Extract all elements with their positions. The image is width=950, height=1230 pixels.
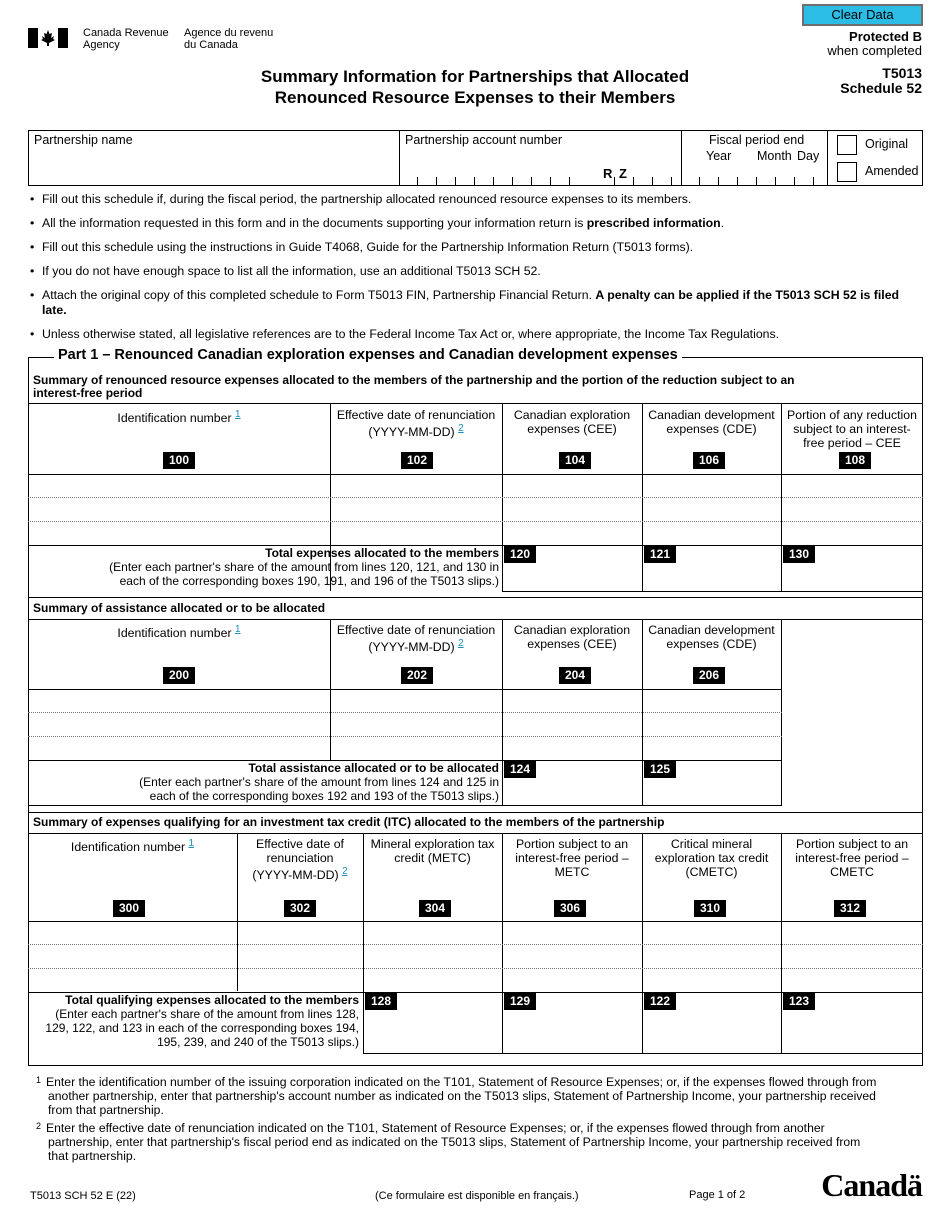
- identification-block: [28, 130, 923, 186]
- instruction-item: • Fill out this schedule if, during the fiscal period, the partnership allocated renounced resource expenses to its members.: [30, 192, 910, 207]
- s1-col-id-number: Identification number $^1$: [117, 409, 241, 426]
- code-100: 100: [163, 452, 195, 469]
- section2-heading: Summary of assistance allocated or to be allocated: [33, 601, 326, 615]
- code-120: 120: [504, 546, 536, 563]
- s3-col-id-number: Identification number $^1$: [70, 838, 195, 855]
- original-checkbox[interactable]: [837, 135, 857, 155]
- form-number: T5013 Schedule 52: [840, 65, 922, 96]
- rz-r-label: R: [603, 166, 613, 181]
- fiscal-period-end-label: Fiscal period end: [709, 133, 805, 147]
- s1-entry-row[interactable]: [29, 522, 922, 544]
- instruction-item: • Attach the original copy of this completed schedule to Form T5013 FIN, Partnership Financial Return. A penalty can be applied if the T5013 SCH 52 is filed late.: [30, 288, 910, 318]
- total-128-input[interactable]: [391, 993, 500, 1051]
- s3-entry-row[interactable]: [29, 945, 922, 967]
- french-availability-note: (Ce formulaire est disponible en français.): [375, 1190, 579, 1202]
- partnership-name-label: Partnership name: [34, 133, 133, 147]
- original-label: Original: [865, 137, 909, 151]
- s2-col-cee: Canadian exploration expenses (CEE): [513, 623, 631, 651]
- s3-col-portion-cmetc: Portion subject to an interest-free period – CMETC: [795, 837, 909, 879]
- s1-entry-row[interactable]: [29, 498, 922, 520]
- s1-entry-row[interactable]: [29, 475, 922, 497]
- protected-b-label: Protected B when completed: [827, 29, 922, 58]
- instructions-list: [30, 192, 910, 351]
- total-121-input[interactable]: [670, 546, 780, 590]
- total-123-input[interactable]: [809, 993, 921, 1051]
- s2-entry-row[interactable]: [29, 713, 781, 735]
- s1-col-effective-date: Effective date of renunciation (YYYY-MM-DD) $^2$: [336, 408, 496, 440]
- code-129: 129: [504, 993, 536, 1010]
- code-104: 104: [559, 452, 591, 469]
- instruction-item: • Unless otherwise stated, all legislative references are to the Federal Income Tax Act or, where appropriate, the Income Tax Regulations.: [30, 327, 910, 342]
- s3-col-metc: Mineral exploration tax credit (METC): [370, 837, 495, 865]
- account-number-label: Partnership account number: [405, 133, 563, 147]
- code-125: 125: [644, 761, 676, 778]
- code-200: 200: [163, 667, 195, 684]
- s3-entry-row[interactable]: [29, 922, 922, 944]
- footnote-1: 1 Enter the identification number of the issuing corporation indicated on the T101, Statement of Resource Expenses; or, if the expenses flowed through from another partnership, enter that partnership's account number as indicated on the T5013 slips, Statement of Partnership Income, your partnership received from that partnership.: [36, 1075, 877, 1117]
- s2-entry-row[interactable]: [29, 690, 781, 712]
- code-304: 304: [419, 900, 451, 917]
- footnote-ref-1[interactable]: 1: [188, 838, 195, 849]
- code-312: 312: [834, 900, 866, 917]
- code-123: 123: [783, 993, 815, 1010]
- amended-label: Amended: [865, 164, 919, 178]
- s1-total-label: Total expenses allocated to the members (Enter each partner's share of the amount from lines 120, 121, and 130 in each of the corresponding boxes 190, 191, and 196 of the T5013 slips.): [109, 546, 499, 588]
- agency-name-fr: Agence du revenu du Canada: [184, 27, 274, 51]
- year-label: Year: [706, 149, 732, 163]
- code-204: 204: [559, 667, 591, 684]
- instruction-item: • Fill out this schedule using the instructions in Guide T4068, Guide for the Partnership Information Return (T5013 forms).: [30, 240, 910, 255]
- s2-entry-row[interactable]: [29, 737, 781, 759]
- code-206: 206: [693, 667, 725, 684]
- clear-data-button[interactable]: Clear Data: [802, 4, 923, 26]
- footnote-2: 2 Enter the effective date of renunciation indicated on the T101, Statement of Resource Expenses; or, if the expenses flowed through from another partnership, enter that partnership's fiscal period end as indicated on the T5013 slips, Statement of Partnership Income, your partnership received from that partnership.: [36, 1121, 861, 1163]
- s3-col-portion-metc: Portion subject to an interest-free period – METC: [515, 837, 629, 879]
- total-130-input[interactable]: [809, 546, 921, 590]
- part1-title: Part 1 – Renounced Canadian exploration expenses and Canadian development expenses: [54, 347, 682, 363]
- amended-checkbox[interactable]: [837, 162, 857, 182]
- code-108: 108: [839, 452, 871, 469]
- s2-col-cde: Canadian development expenses (CDE): [648, 623, 775, 651]
- code-106: 106: [693, 452, 725, 469]
- s3-total-label: Total qualifying expenses allocated to the members (Enter each partner's share of the amount from lines 128, 129, 122, and 123 in each of the corresponding boxes 194, 195, 239, and 240 of the T5013 slips.): [45, 993, 359, 1049]
- day-label: Day: [797, 149, 820, 163]
- code-300: 300: [113, 900, 145, 917]
- footnote-ref-1[interactable]: 1: [235, 624, 241, 635]
- code-130: 130: [783, 546, 815, 563]
- footnote-ref-2[interactable]: 2: [342, 866, 348, 877]
- form-code: T5013 SCH 52 E (22): [30, 1190, 136, 1202]
- footnote-ref-2[interactable]: 2: [458, 423, 464, 434]
- total-124-input[interactable]: [530, 761, 640, 805]
- s2-total-label: Total assistance allocated or to be allocated (Enter each partner's share of the amount from lines 124 and 125 in each of the corresponding boxes 192 and 193 of the T5013 slips.): [139, 761, 499, 803]
- page-number: Page 1 of 2: [689, 1189, 746, 1201]
- account-number-input[interactable]: [401, 151, 679, 185]
- s3-col-effective-date: Effective date of renunciation (YYYY-MM-DD) $^2$: [252, 837, 348, 883]
- code-121: 121: [644, 546, 676, 563]
- code-306: 306: [554, 900, 586, 917]
- section3-heading: Summary of expenses qualifying for an investment tax credit (ITC) allocated to the members of the partnership: [33, 815, 665, 829]
- code-124: 124: [504, 761, 536, 778]
- instruction-item: • All the information requested in this form and in the documents supporting your information return is prescribed information.: [30, 216, 910, 231]
- code-202: 202: [401, 667, 433, 684]
- total-129-input[interactable]: [530, 993, 640, 1051]
- agency-name-en: Canada Revenue Agency: [83, 27, 169, 51]
- s1-col-cde: Canadian development expenses (CDE): [648, 408, 775, 436]
- partnership-name-input[interactable]: [31, 149, 397, 185]
- code-310: 310: [694, 900, 726, 917]
- page-title: Summary Information for Partnerships that Allocated Renounced Resource Expenses to their Members: [260, 67, 690, 107]
- month-label: Month: [757, 149, 792, 163]
- s1-col-reduction: Portion of any reduction subject to an interest- free period – CEE: [787, 408, 917, 450]
- instruction-item: • If you do not have enough space to list all the information, use an additional T5013 SCH 52.: [30, 264, 910, 279]
- fiscal-period-end-input[interactable]: [683, 165, 825, 185]
- s3-entry-row[interactable]: [29, 969, 922, 991]
- rz-z-label: Z: [619, 166, 627, 181]
- canada-wordmark-logo: Canadä: [821, 1167, 922, 1203]
- canada-flag-icon: [28, 28, 68, 48]
- s1-col-cee: Canadian exploration expenses (CEE): [513, 408, 631, 436]
- s2-col-id-number: Identification number $^1$: [117, 624, 241, 641]
- code-102: 102: [401, 452, 433, 469]
- s2-col-effective-date: Effective date of renunciation (YYYY-MM-DD) $^2$: [336, 623, 496, 655]
- code-122: 122: [644, 993, 676, 1010]
- total-120-input[interactable]: [530, 546, 640, 590]
- footnote-ref-1[interactable]: 1: [235, 409, 241, 420]
- s3-col-cmetc: Critical mineral exploration tax credit (CMETC): [654, 837, 769, 879]
- code-128: 128: [365, 993, 397, 1010]
- footnote-ref-2[interactable]: 2: [458, 638, 464, 649]
- total-125-input[interactable]: [670, 761, 780, 805]
- section1-heading: Summary of renounced resource expenses allocated to the members of the partnership and the portion of the reduction subject to an interest-free period: [33, 373, 795, 400]
- code-302: 302: [284, 900, 316, 917]
- total-122-input[interactable]: [670, 993, 780, 1051]
